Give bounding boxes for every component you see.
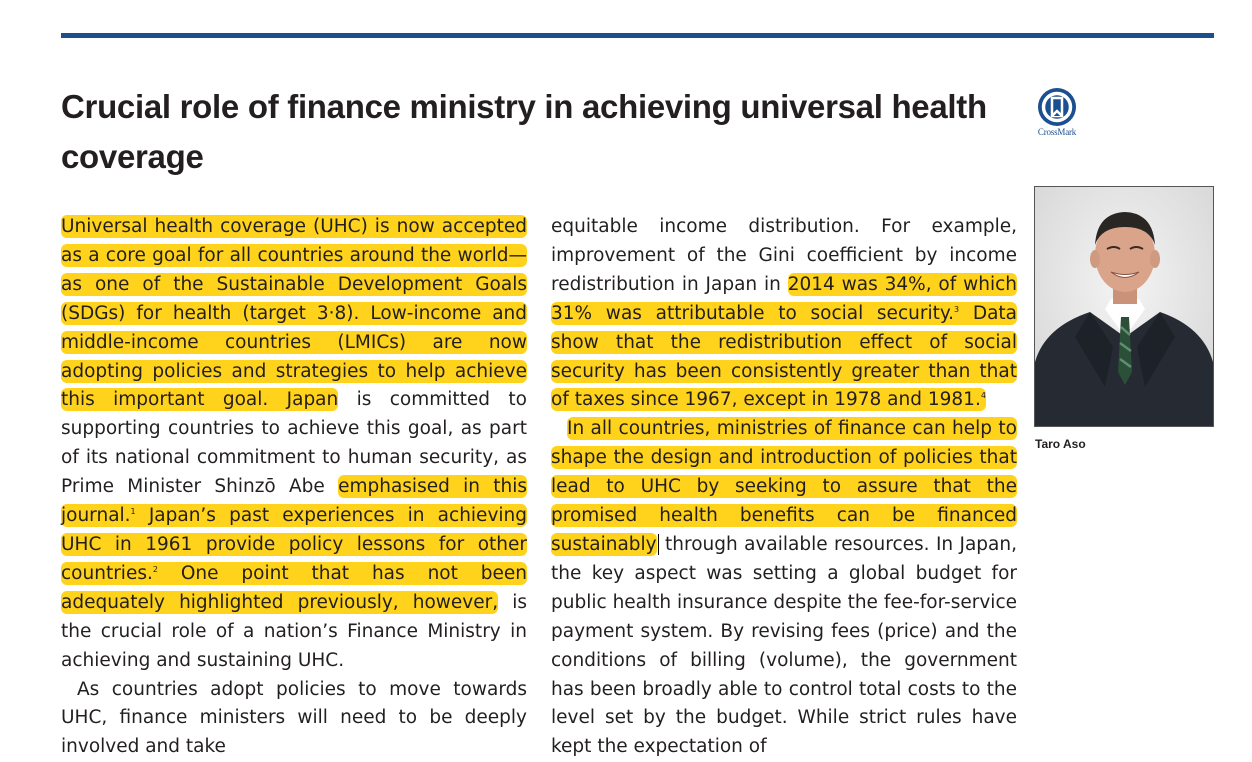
reference-1[interactable]: 1 <box>131 507 136 516</box>
text-segment: Data show that the redistribution effect of social security has been consistently greater than that of taxes since 1967, except in 1978 and 1981. <box>551 303 1017 411</box>
article-title: Crucial role of finance ministry in achieving universal health coverage <box>61 82 1021 182</box>
text-segment: through available resources. In Japan, the key aspect was setting a global budget for public health insurance despite the fee-for-service payment system. By revising fees (price) and the conditions of billing (volume), the government has been broadly able to control total costs to the level set by the budget. While strict rules have kept the expectation of <box>551 534 1017 757</box>
paragraph-2: As countries adopt policies to move towards UHC, finance ministers will need to be deeply involved and take <box>61 676 527 762</box>
text-segment: One point that has not been adequately highlighted previously, however, <box>61 563 527 613</box>
text-segment: emphasised in this journal. <box>61 476 527 526</box>
portrait-photo <box>1034 186 1214 427</box>
text-segment: is committed to supporting countries to achieve this goal, as part of its national commitment to human security, as Prime Minister Shinzō Abe <box>61 389 527 497</box>
column-2 <box>551 213 1017 762</box>
crossmark-label: CrossMark <box>1033 127 1081 137</box>
reference-4[interactable]: 4 <box>981 391 986 400</box>
highlight-1: Universal health coverage (UHC) is now accepted as a core goal for all countries around the world—as one of the Sustainable Development Goals (SDGs) for health (target 3·8). Low-income and middle-income countries (LMICs) are now adopting policies and strategies to help achieve this important goal. Japan <box>61 215 527 411</box>
text-segment: is the crucial role of a nation’s Finance Ministry in achieving and sustaining UHC. <box>61 592 527 671</box>
text-segment: equitable income distribution. For example, improvement of the Gini coefficient by income redistribution in Japan in <box>551 216 1017 295</box>
column-1 <box>61 213 527 762</box>
portrait-illustration <box>1035 187 1213 426</box>
text-segment: Japan’s past experiences in achieving UHC in 1961 provide policy lessons for other countries. <box>61 505 527 584</box>
highlight-4: In all countries, ministries of finance can help to shape the design and introduction of policies that lead to UHC by seeking to assure that the promised health benefits can be financed sustainably <box>551 417 1017 556</box>
paragraph-1 <box>61 213 527 676</box>
crossmark-badge[interactable] <box>1033 87 1081 137</box>
crossmark-icon <box>1037 87 1077 127</box>
paragraph-4 <box>551 415 1017 762</box>
photo-caption: Taro Aso <box>1035 437 1086 451</box>
header-rule <box>61 33 1214 38</box>
reference-3[interactable]: 3 <box>954 305 959 314</box>
reference-2[interactable]: 2 <box>153 565 158 574</box>
paragraph-3 <box>551 213 1017 415</box>
text-segment: 2014 was 34%, of which 31% was attributable to social security. <box>551 274 1017 324</box>
